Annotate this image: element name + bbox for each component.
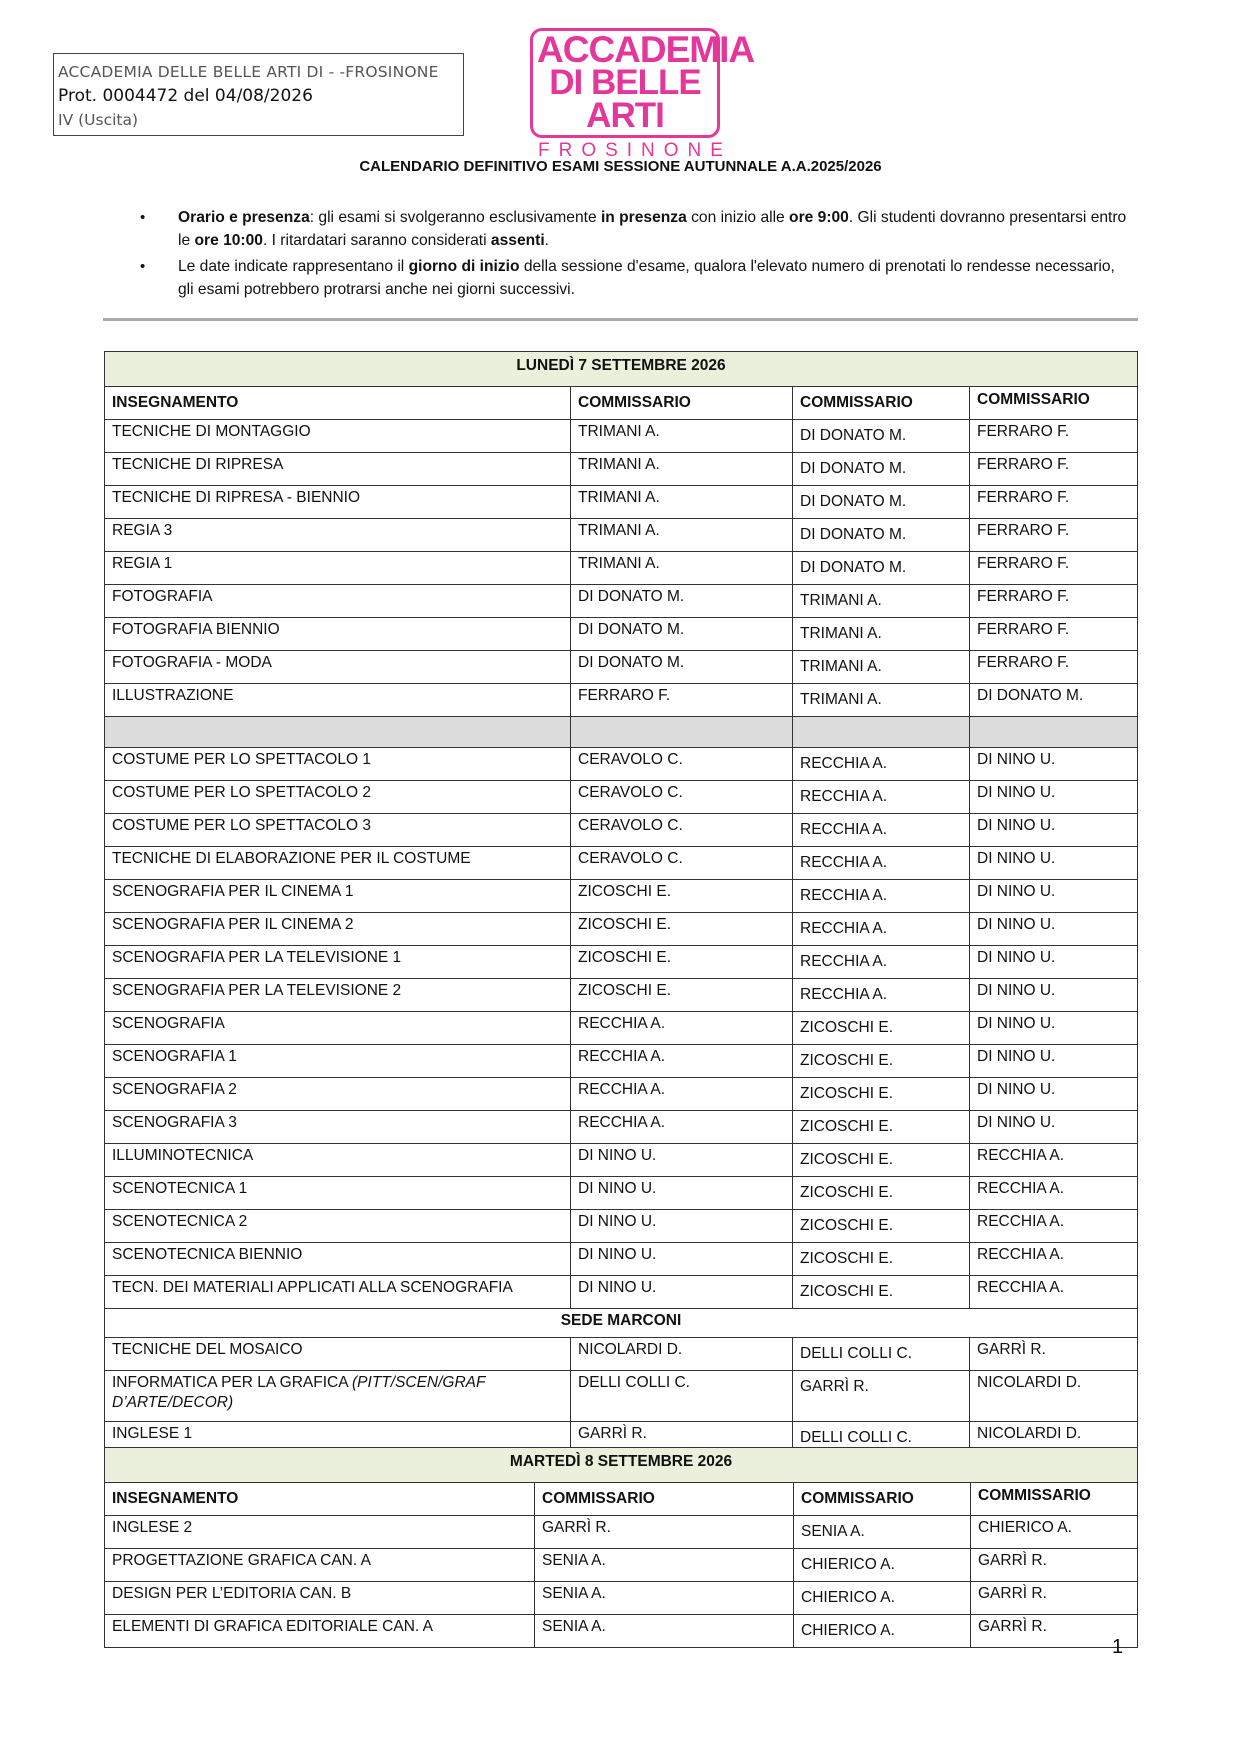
bullet-icon: • <box>140 209 146 226</box>
note-text: : gli esami si svolgeranno esclusivamente <box>309 209 601 226</box>
course-name: COSTUME PER LO SPETTACOLO 2 <box>105 781 571 814</box>
course-name: SCENOGRAFIA 2 <box>105 1078 571 1111</box>
logo-line-2: DI BELLE ARTI <box>549 63 701 135</box>
note-text: con inizio alle <box>686 209 790 226</box>
column-header: COMMISSARIO <box>535 1483 794 1516</box>
examiner-cell: DI NINO U. <box>970 781 1138 814</box>
course-name: INGLESE 1 <box>105 1422 571 1455</box>
examiner-cell: CERAVOLO C. <box>571 814 793 847</box>
column-header: COMMISSARIO <box>971 1483 1138 1516</box>
empty-cell <box>105 717 571 748</box>
protocol-stamp <box>53 53 464 136</box>
examiner-cell: ZICOSCHI E. <box>793 1210 970 1243</box>
course-name: TECNICHE DI MONTAGGIO <box>105 420 571 453</box>
examiner-cell: GARRÌ R. <box>571 1422 793 1455</box>
examiner-cell: DELLI COLLI C. <box>571 1371 793 1422</box>
table-row <box>105 585 1138 618</box>
course-name: SCENOGRAFIA PER IL CINEMA 1 <box>105 880 571 913</box>
note-item <box>140 255 1130 301</box>
table-row <box>105 1582 1138 1615</box>
note-emphasis: ore 10:00 <box>194 232 263 249</box>
examiner-cell: TRIMANI A. <box>571 453 793 486</box>
examiner-cell: RECCHIA A. <box>571 1111 793 1144</box>
examiner-cell: ZICOSCHI E. <box>571 979 793 1012</box>
stamp-institution: ACCADEMIA DELLE BELLE ARTI DI - -FROSINONE <box>58 63 439 81</box>
table-row <box>105 1045 1138 1078</box>
course-name <box>105 1371 571 1422</box>
course-name: TECNICHE DI ELABORAZIONE PER IL COSTUME <box>105 847 571 880</box>
logo-city: FROSINONE <box>538 140 732 161</box>
examiner-cell: CHIERICO A. <box>794 1582 971 1615</box>
day-header-row <box>105 352 1138 387</box>
examiner-cell: DI NINO U. <box>970 880 1138 913</box>
note-text: . Gli studenti dovranno presentarsi entro le <box>178 209 1127 249</box>
course-name: SCENOGRAFIA PER LA TELEVISIONE 2 <box>105 979 571 1012</box>
examiner-cell: ZICOSCHI E. <box>793 1078 970 1111</box>
examiner-cell: DI NINO U. <box>970 913 1138 946</box>
table-row <box>105 1111 1138 1144</box>
logo-frame <box>530 28 755 138</box>
course-name-text: INFORMATICA PER LA GRAFICA <box>112 1374 353 1391</box>
examiner-cell: DELLI COLLI C. <box>793 1338 970 1371</box>
day-title: MARTEDÌ 8 SETTEMBRE 2026 <box>105 1448 1138 1483</box>
course-name: REGIA 3 <box>105 519 571 552</box>
note-emphasis: assenti <box>490 232 545 249</box>
examiner-cell: DI NINO U. <box>970 1078 1138 1111</box>
examiner-cell: RECCHIA A. <box>793 913 970 946</box>
table-row <box>105 1243 1138 1276</box>
course-name: ILLUSTRAZIONE <box>105 684 571 717</box>
examiner-cell: DI NINO U. <box>970 1045 1138 1078</box>
examiner-cell: RECCHIA A. <box>793 748 970 781</box>
examiner-cell: TRIMANI A. <box>571 420 793 453</box>
examiner-cell: ZICOSCHI E. <box>793 1243 970 1276</box>
schedule-table-day-2 <box>104 1447 1138 1648</box>
course-name: TECN. DEI MATERIALI APPLICATI ALLA SCENOGRAFIA <box>105 1276 571 1309</box>
examiner-cell: DI NINO U. <box>571 1177 793 1210</box>
examiner-cell: DI NINO U. <box>970 1111 1138 1144</box>
course-name: TECNICHE DI RIPRESA - BIENNIO <box>105 486 571 519</box>
table-row <box>105 1371 1138 1422</box>
table-row <box>105 880 1138 913</box>
note-emphasis: in presenza <box>600 209 687 226</box>
table-row <box>105 1144 1138 1177</box>
examiner-cell: FERRARO F. <box>970 420 1138 453</box>
examiner-cell: GARRÌ R. <box>971 1615 1138 1648</box>
course-name: ILLUMINOTECNICA <box>105 1144 571 1177</box>
table-row <box>105 979 1138 1012</box>
day-header-row <box>105 1448 1138 1483</box>
examiner-cell: ZICOSCHI E. <box>571 946 793 979</box>
examiner-cell: RECCHIA A. <box>970 1210 1138 1243</box>
course-name: SCENOGRAFIA 1 <box>105 1045 571 1078</box>
examiner-cell: RECCHIA A. <box>571 1045 793 1078</box>
examiner-cell: DI NINO U. <box>970 748 1138 781</box>
examiner-cell: FERRARO F. <box>970 453 1138 486</box>
table-row <box>105 519 1138 552</box>
column-header: COMMISSARIO <box>794 1483 971 1516</box>
course-name: SCENOGRAFIA PER LA TELEVISIONE 1 <box>105 946 571 979</box>
examiner-cell: FERRARO F. <box>970 552 1138 585</box>
table-row <box>105 781 1138 814</box>
column-header-row <box>105 1483 1138 1516</box>
course-name: ELEMENTI DI GRAFICA EDITORIALE CAN. A <box>105 1615 535 1648</box>
course-name: FOTOGRAFIA BIENNIO <box>105 618 571 651</box>
table-row <box>105 453 1138 486</box>
course-name: INGLESE 2 <box>105 1516 535 1549</box>
examiner-cell: TRIMANI A. <box>793 618 970 651</box>
examiner-cell: ZICOSCHI E. <box>793 1144 970 1177</box>
page-number: 1 <box>1112 1636 1124 1658</box>
examiner-cell: RECCHIA A. <box>793 880 970 913</box>
examiner-cell: DI DONATO M. <box>793 453 970 486</box>
table-row <box>105 814 1138 847</box>
examiner-cell: RECCHIA A. <box>793 979 970 1012</box>
table-row <box>105 748 1138 781</box>
examiner-cell: DI NINO U. <box>970 1012 1138 1045</box>
examiner-cell: RECCHIA A. <box>970 1243 1138 1276</box>
examiner-cell: ZICOSCHI E. <box>793 1012 970 1045</box>
course-name: SCENOGRAFIA <box>105 1012 571 1045</box>
column-header: COMMISSARIO <box>970 387 1138 420</box>
examiner-cell: GARRÌ R. <box>971 1582 1138 1615</box>
table-row <box>105 486 1138 519</box>
examiner-cell: DI NINO U. <box>970 814 1138 847</box>
table-row <box>105 651 1138 684</box>
note-text: Le date indicate rappresentano il <box>178 258 409 275</box>
table-row <box>105 1516 1138 1549</box>
stamp-protocol-number: Prot. 0004472 del 04/08/2026 <box>58 86 313 106</box>
examiner-cell: FERRARO F. <box>970 519 1138 552</box>
table-row <box>105 1078 1138 1111</box>
examiner-cell: RECCHIA A. <box>571 1078 793 1111</box>
examiner-cell: DI DONATO M. <box>571 618 793 651</box>
examiner-cell: DI DONATO M. <box>793 552 970 585</box>
examiner-cell: CHIERICO A. <box>794 1549 971 1582</box>
examiner-cell: DI NINO U. <box>970 847 1138 880</box>
table-row <box>105 946 1138 979</box>
table-row <box>105 847 1138 880</box>
table-row <box>105 1276 1138 1309</box>
examiner-cell: SENIA A. <box>794 1516 971 1549</box>
course-name: SCENOGRAFIA 3 <box>105 1111 571 1144</box>
empty-cell <box>970 717 1138 748</box>
examiner-cell: DI DONATO M. <box>793 519 970 552</box>
examiner-cell: TRIMANI A. <box>793 585 970 618</box>
examiner-cell: RECCHIA A. <box>793 781 970 814</box>
empty-cell <box>793 717 970 748</box>
section-row <box>105 1309 1138 1338</box>
examiner-cell: FERRARO F. <box>970 585 1138 618</box>
table-row <box>105 618 1138 651</box>
examiner-cell: DI DONATO M. <box>571 651 793 684</box>
examiner-cell: DI NINO U. <box>571 1276 793 1309</box>
examiner-cell: TRIMANI A. <box>793 684 970 717</box>
examiner-cell: DI NINO U. <box>970 979 1138 1012</box>
examiner-cell: FERRARO F. <box>970 651 1138 684</box>
course-name: COSTUME PER LO SPETTACOLO 3 <box>105 814 571 847</box>
examiner-cell: RECCHIA A. <box>793 814 970 847</box>
table-row <box>105 420 1138 453</box>
course-name: COSTUME PER LO SPETTACOLO 1 <box>105 748 571 781</box>
examiner-cell: NICOLARDI D. <box>970 1371 1138 1422</box>
table-row <box>105 1012 1138 1045</box>
column-header-row <box>105 387 1138 420</box>
table-row <box>105 552 1138 585</box>
examiner-cell: SENIA A. <box>535 1549 794 1582</box>
column-header: COMMISSARIO <box>793 387 970 420</box>
table-row <box>105 1210 1138 1243</box>
schedule-table-day-1 <box>104 351 1138 1455</box>
course-name: SCENOTECNICA 1 <box>105 1177 571 1210</box>
examiner-cell: DI DONATO M. <box>970 684 1138 717</box>
examiner-cell: FERRARO F. <box>970 486 1138 519</box>
examiner-cell: RECCHIA A. <box>793 847 970 880</box>
separator-row <box>105 717 1138 748</box>
examiner-cell: SENIA A. <box>535 1582 794 1615</box>
examiner-cell: ZICOSCHI E. <box>571 913 793 946</box>
table-row <box>105 1615 1138 1648</box>
examiner-cell: NICOLARDI D. <box>970 1422 1138 1455</box>
course-name: REGIA 1 <box>105 552 571 585</box>
examiner-cell: RECCHIA A. <box>970 1144 1138 1177</box>
examiner-cell: GARRÌ R. <box>970 1338 1138 1371</box>
course-name: TECNICHE DEL MOSAICO <box>105 1338 571 1371</box>
course-name: SCENOTECNICA BIENNIO <box>105 1243 571 1276</box>
academy-logo <box>530 28 755 161</box>
note-emphasis: ore 9:00 <box>789 209 849 226</box>
table-row <box>105 1338 1138 1371</box>
table-row <box>105 684 1138 717</box>
day-title: LUNEDÌ 7 SETTEMBRE 2026 <box>105 352 1138 387</box>
course-name: PROGETTAZIONE GRAFICA CAN. A <box>105 1549 535 1582</box>
examiner-cell: GARRÌ R. <box>971 1549 1138 1582</box>
examiner-cell: DI NINO U. <box>571 1144 793 1177</box>
bullet-icon: • <box>140 258 146 275</box>
note-text: della sessione d'esame, qualora l'elevato numero di prenotati lo rendesse necessario, gli esami potrebbero protrarsi anche nei giorni successivi. <box>178 258 1115 298</box>
course-name: SCENOTECNICA 2 <box>105 1210 571 1243</box>
table-row <box>105 913 1138 946</box>
examiner-cell: RECCHIA A. <box>970 1276 1138 1309</box>
examiner-cell: ZICOSCHI E. <box>793 1276 970 1309</box>
examiner-cell: TRIMANI A. <box>571 519 793 552</box>
note-text: . <box>544 232 550 249</box>
examiner-cell: CHIERICO A. <box>971 1516 1138 1549</box>
examiner-cell: CERAVOLO C. <box>571 748 793 781</box>
stamp-direction: IV (Uscita) <box>58 111 139 129</box>
examiner-cell: TRIMANI A. <box>571 486 793 519</box>
examiner-cell: RECCHIA A. <box>571 1012 793 1045</box>
examiner-cell: DI DONATO M. <box>793 486 970 519</box>
course-name: DESIGN PER L’EDITORIA CAN. B <box>105 1582 535 1615</box>
notes-list <box>140 206 1130 304</box>
column-header: INSEGNAMENTO <box>105 387 571 420</box>
empty-cell <box>571 717 793 748</box>
examiner-cell: ZICOSCHI E. <box>793 1177 970 1210</box>
section-title: SEDE MARCONI <box>105 1309 1138 1338</box>
examiner-cell: ZICOSCHI E. <box>571 880 793 913</box>
logo-line-1: ACCADEMIA <box>537 29 755 70</box>
examiner-cell: DI NINO U. <box>571 1210 793 1243</box>
examiner-cell: CERAVOLO C. <box>571 781 793 814</box>
examiner-cell: SENIA A. <box>535 1615 794 1648</box>
examiner-cell: FERRARO F. <box>571 684 793 717</box>
course-name: SCENOGRAFIA PER IL CINEMA 2 <box>105 913 571 946</box>
column-header: INSEGNAMENTO <box>105 1483 535 1516</box>
course-name: FOTOGRAFIA <box>105 585 571 618</box>
note-text: . I ritardatari saranno considerati <box>262 232 491 249</box>
examiner-cell: ZICOSCHI E. <box>793 1111 970 1144</box>
document-title: CALENDARIO DEFINITIVO ESAMI SESSIONE AUTUNNALE A.A.2025/2026 <box>359 158 882 175</box>
examiner-cell: TRIMANI A. <box>793 651 970 684</box>
examiner-cell: DI NINO U. <box>970 946 1138 979</box>
examiner-cell: CERAVOLO C. <box>571 847 793 880</box>
examiner-cell: DI DONATO M. <box>793 420 970 453</box>
examiner-cell: GARRÌ R. <box>535 1516 794 1549</box>
column-header: COMMISSARIO <box>571 387 793 420</box>
note-emphasis: Orario e presenza <box>178 209 310 226</box>
note-emphasis: giorno di inizio <box>408 258 520 275</box>
examiner-cell: CHIERICO A. <box>794 1615 971 1648</box>
table-row <box>105 1177 1138 1210</box>
examiner-cell: RECCHIA A. <box>793 946 970 979</box>
course-name-note: (PITT/SCEN/GRAF D’ARTE/DECOR) <box>112 1374 486 1411</box>
examiner-cell: RECCHIA A. <box>970 1177 1138 1210</box>
examiner-cell: DI DONATO M. <box>571 585 793 618</box>
note-item <box>140 206 1130 252</box>
examiner-cell: DELLI COLLI C. <box>793 1422 970 1455</box>
examiner-cell: FERRARO F. <box>970 618 1138 651</box>
examiner-cell: DI NINO U. <box>571 1243 793 1276</box>
course-name: TECNICHE DI RIPRESA <box>105 453 571 486</box>
horizontal-rule <box>103 318 1138 321</box>
examiner-cell: NICOLARDI D. <box>571 1338 793 1371</box>
course-name: FOTOGRAFIA - MODA <box>105 651 571 684</box>
examiner-cell: TRIMANI A. <box>571 552 793 585</box>
table-row <box>105 1549 1138 1582</box>
examiner-cell: GARRÌ R. <box>793 1371 970 1422</box>
examiner-cell: ZICOSCHI E. <box>793 1045 970 1078</box>
